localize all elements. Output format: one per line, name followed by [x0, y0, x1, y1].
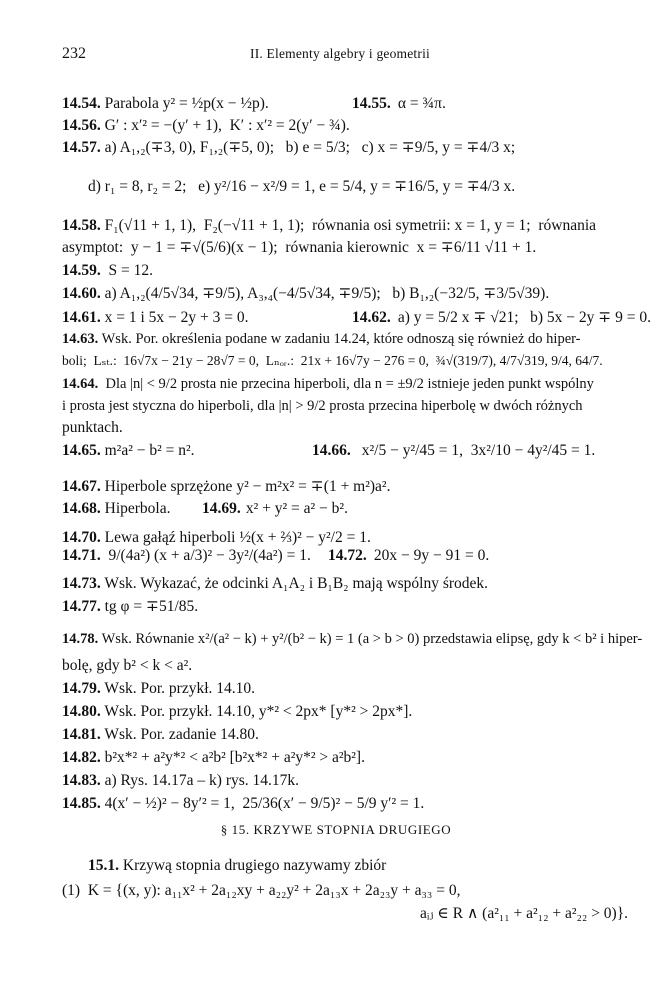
page-header: [62, 44, 618, 64]
answer-line: bolę, gdy b² < k < a².: [62, 657, 193, 674]
answer-line: 14.65. m²a² − b² = n². 14.66. x²/5 − y²/45 = 1, 3x²/10 − 4y²/45 = 1.: [62, 442, 596, 459]
answer-line: 14.71. 9/(4a²) (x + a/3)² − 3y²/(4a²) = 1. 14.72. 20x − 9y − 91 = 0.: [62, 547, 490, 564]
answer-line: 14.85. 4(x′ − ½)² − 8y′² = 1, 25/36(x′ − 9/5)² − 5/9 y′² = 1.: [62, 795, 425, 812]
answer-line: 14.77. tg φ = ∓51/85.: [62, 598, 199, 615]
answer-line: 14.58. F₁(√11 + 1, 1), F₂(−√11 + 1, 1); równania osi symetrii: x = 1, y = 1; równania: [62, 217, 597, 234]
answer-line: 14.82. b²x*² + a²y*² < a²b² [b²x*² + a²y*² > a²b²].: [62, 749, 365, 766]
answer-line: 14.59. S = 12.: [62, 262, 153, 279]
definition-line: (1) K = {(x, y): a₁₁x² + 2a₁₂xy + a₂₂y² + 2a₁₃x + 2a₂₃y + a₃₃ = 0,: [62, 882, 461, 899]
answer-line: 14.67. Hiperbole sprzężone y² − m²x² = ∓(1 + m²)a².: [62, 478, 391, 495]
answer-line: 14.73. Wsk. Wykazać, że odcinki A₁A₂ i B₁B₂ mają wspólny środek.: [62, 575, 489, 592]
answer-line: asymptot: y − 1 = ∓√(5/6)(x − 1); równania kierownic x = ∓6/11 √11 + 1.: [62, 239, 537, 256]
answer-line: i prosta jest styczna do hiperboli, dla |n| > 9/2 prosta przecina hiperbolę w dwóch różnych: [62, 398, 583, 414]
answer-line: 14.54. Parabola y² = ½p(x − ½p). 14.55. α = ¾π.: [62, 95, 446, 112]
section-heading: § 15. KRZYWE STOPNIA DRUGIEGO: [220, 822, 452, 837]
running-title: II. Elementy algebry i geometrii: [250, 46, 430, 61]
answer-line: 14.81. Wsk. Por. zadanie 14.80.: [62, 726, 259, 743]
answer-line: 14.80. Wsk. Por. przykł. 14.10, y*² < 2px* [y*² > 2px*].: [62, 703, 413, 720]
answer-line: boli; Lₛₜ.: 16√7x − 21y − 28√7 = 0, Lₙₒᵣ.: 21x + 16√7y − 276 = 0, ¾√(319/7), 4/7√319, 9/4, 64/7.: [62, 353, 603, 368]
answer-line: 14.57. a) A₁,₂(∓3, 0), F₁,₂(∓5, 0); b) e = 5/3; c) x = ∓9/5, y = ∓4/3 x;: [62, 139, 516, 156]
answer-line: punktach.: [62, 419, 123, 436]
page-number: 232: [62, 45, 86, 62]
answer-line: d) r₁ = 8, r₂ = 2; e) y²/16 − x²/9 = 1, e = 5/4, y = ∓16/5, y = ∓4/3 x.: [88, 178, 516, 195]
answer-line: 14.60. a) A₁,₂(4/5√34, ∓9/5), A₃,₄(−4/5√34, ∓9/5); b) B₁,₂(−32/5, ∓3/5√39).: [62, 285, 550, 302]
answer-line: 14.63. Wsk. Por. określenia podane w zadaniu 14.24, które odnoszą się również do hiper-: [62, 331, 581, 347]
answer-line: 14.79. Wsk. Por. przykł. 14.10.: [62, 680, 256, 697]
answer-line: 14.61. x = 1 i 5x − 2y + 3 = 0. 14.62. a) y = 5/2 x ∓ √21; b) 5x − 2y ∓ 9 = 0.: [62, 309, 652, 326]
definition-line: 15.1. Krzywą stopnia drugiego nazywamy zbiór: [88, 857, 387, 874]
answer-line: 14.64. Dla |n| < 9/2 prosta nie przecina hiperboli, dla n = ±9/2 istnieje jeden punkt wspólny: [62, 376, 594, 392]
answer-line: 14.78. Wsk. Równanie x²/(a² − k) + y²/(b² − k) = 1 (a > b > 0) przedstawia elipsę, gdy k < b² i hiper-: [62, 631, 643, 647]
answer-line: 14.56. G′ : x′² = −(y′ + 1), K′ : x′² = 2(y′ − ¾).: [62, 117, 350, 134]
answer-line: 14.68. Hiperbola. 14.69. x² + y² = a² − b².: [62, 500, 348, 517]
answer-line: 14.70. Lewa gałąź hiperboli ½(x + ⅔)² − y²/2 = 1.: [62, 529, 371, 546]
answer-line: 14.83. a) Rys. 14.17a – k) rys. 14.17k.: [62, 772, 300, 789]
definition-line: aᵢⱼ ∈ R ∧ (a²₁₁ + a²₁₂ + a²₂₂ > 0)}.: [420, 905, 629, 922]
